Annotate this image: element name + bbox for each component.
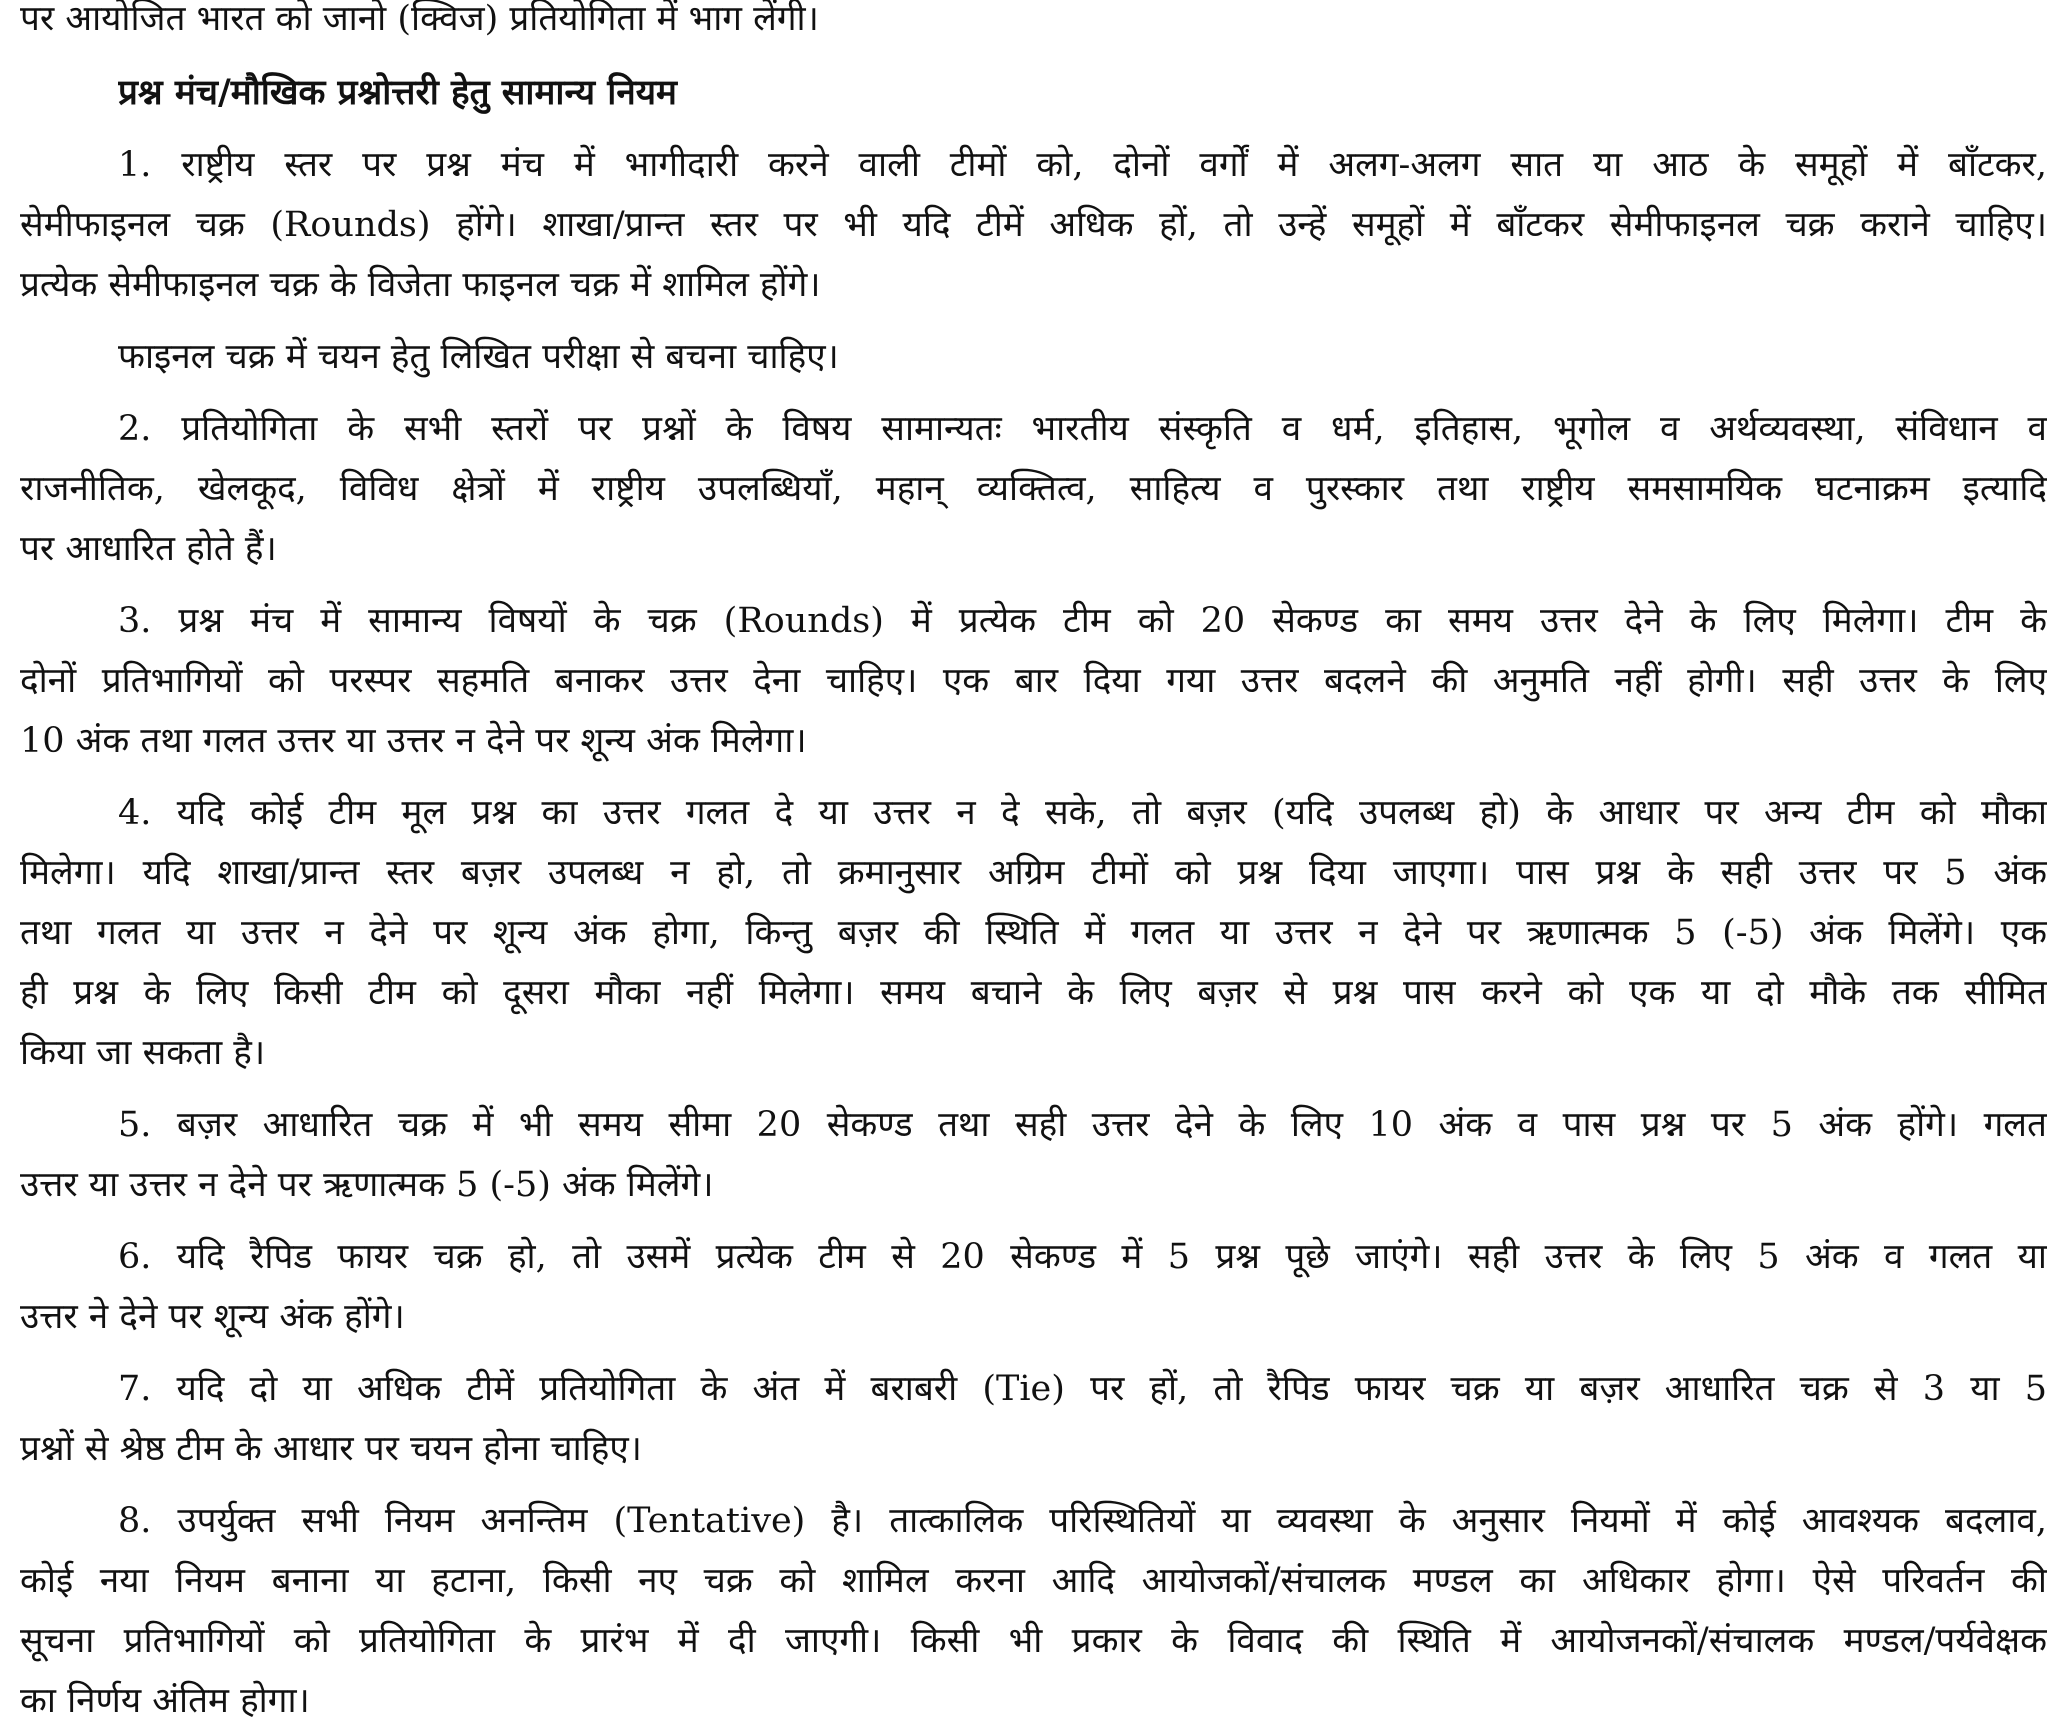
rule-5-line-1: 5. बज़र आधारित चक्र में भी समय सीमा 20 सेकण्ड तथा सही उत्तर देने के लिए 10 अंक व पास प्रश्न पर 5 अंक होंगे। गलत (118, 1105, 2047, 1145)
rule-4-line-2: मिलेगा। यदि शाखा/प्रान्त स्तर बज़र उपलब्ध न हो, तो क्रमानुसार अग्रिम टीमों को प्रश्न दिया जाएगा। पास प्रश्न के सही उत्तर पर 5 अंक (20, 853, 2047, 893)
rule-2-line-2: राजनीतिक, खेलकूद, विविध क्षेत्रों में राष्ट्रीय उपलब्धियाँ, महान् व्यक्तित्व, साहित्य व पुरस्कार तथा राष्ट्रीय समसामयिक घटनाक्रम इत्यादि (20, 469, 2047, 509)
rule-4-line-3: तथा गलत या उत्तर न देने पर शून्य अंक होगा, किन्तु बज़र की स्थिति में गलत या उत्तर न देने पर ऋणात्मक 5 (-5) अंक मिलेंगे। एक (20, 913, 2047, 953)
intro-line: पर आयोजित भारत को जानो (क्विज) प्रतियोगिता में भाग लेंगी। (20, 0, 819, 39)
rule-8-line-2: कोई नया नियम बनाना या हटाना, किसी नए चक्र को शामिल करना आदि आयोजकों/संचालक मण्डल का अधिकार होगा। ऐसे परिवर्तन की (20, 1561, 2047, 1601)
rule-3-line-2: दोनों प्रतिभागियों को परस्पर सहमति बनाकर उत्तर देना चाहिए। एक बार दिया गया उत्तर बदलने की अनुमति नहीं होगी। सही उत्तर के लिए (20, 661, 2047, 701)
rule-8-line-3: सूचना प्रतिभागियों को प्रतियोगिता के प्रारंभ में दी जाएगी। किसी भी प्रकार के विवाद की स्थिति में आयोजनकों/संचालक मण्डल/पर्यवेक्षक (20, 1621, 2047, 1661)
rule-1-line-2: सेमीफाइनल चक्र (Rounds) होंगे। शाखा/प्रान्त स्तर पर भी यदि टीमें अधिक हों, तो उन्हें समूहों में बाँटकर सेमीफाइनल चक्र कराने चाहिए। (20, 205, 2047, 245)
rule-2-line-3: पर आधारित होते हैं। (20, 529, 277, 569)
rule-1-line-3: प्रत्येक सेमीफाइनल चक्र के विजेता फाइनल चक्र में शामिल होंगे। (20, 265, 821, 305)
rule-8-line-1: 8. उपर्युक्त सभी नियम अनन्तिम (Tentative) है। तात्कालिक परिस्थितियों या व्यवस्था के अनुसार नियमों में कोई आवश्यक बदलाव, (118, 1501, 2047, 1541)
rule-4-line-4: ही प्रश्न के लिए किसी टीम को दूसरा मौका नहीं मिलेगा। समय बचाने के लिए बज़र से प्रश्न पास करने को एक या दो मौके तक सीमित (20, 973, 2047, 1013)
section-heading: प्रश्न मंच/मौखिक प्रश्नोत्तरी हेतु सामान्य नियम (118, 72, 677, 113)
rule-1-line-1: 1. राष्ट्रीय स्तर पर प्रश्न मंच में भागीदारी करने वाली टीमों को, दोनों वर्गों में अलग-अलग सात या आठ के समूहों में बाँटकर, (118, 145, 2047, 185)
rule-5-line-2: उत्तर या उत्तर न देने पर ऋणात्मक 5 (-5) अंक मिलेंगे। (20, 1165, 714, 1205)
rule-6-line-2: उत्तर ने देने पर शून्य अंक होंगे। (20, 1297, 405, 1337)
rule-6-line-1: 6. यदि रैपिड फायर चक्र हो, तो उसमें प्रत्येक टीम से 20 सेकण्ड में 5 प्रश्न पूछे जाएंगे। सही उत्तर के लिए 5 अंक व गलत या (118, 1237, 2047, 1277)
rule-1-note: फाइनल चक्र में चयन हेतु लिखित परीक्षा से बचना चाहिए। (118, 337, 839, 377)
rule-7-line-1: 7. यदि दो या अधिक टीमें प्रतियोगिता के अंत में बराबरी (Tie) पर हों, तो रैपिड फायर चक्र या बज़र आधारित चक्र से 3 या 5 (118, 1369, 2047, 1409)
rule-8-line-4: का निर्णय अंतिम होगा। (20, 1681, 310, 1721)
rule-4-line-1: 4. यदि कोई टीम मूल प्रश्न का उत्तर गलत दे या उत्तर न दे सके, तो बज़र (यदि उपलब्ध हो) के आधार पर अन्य टीम को मौका (118, 793, 2047, 833)
rule-2-line-1: 2. प्रतियोगिता के सभी स्तरों पर प्रश्नों के विषय सामान्यतः भारतीय संस्कृति व धर्म, इतिहास, भूगोल व अर्थव्यवस्था, संविधान व (118, 409, 2047, 449)
rule-3-line-3: 10 अंक तथा गलत उत्तर या उत्तर न देने पर शून्य अंक मिलेगा। (20, 721, 807, 761)
rule-4-line-5: किया जा सकता है। (20, 1033, 266, 1073)
rule-3-line-1: 3. प्रश्न मंच में सामान्य विषयों के चक्र (Rounds) में प्रत्येक टीम को 20 सेकण्ड का समय उत्तर देने के लिए मिलेगा। टीम के (118, 601, 2047, 641)
rule-7-line-2: प्रश्नों से श्रेष्ठ टीम के आधार पर चयन होना चाहिए। (20, 1429, 642, 1469)
